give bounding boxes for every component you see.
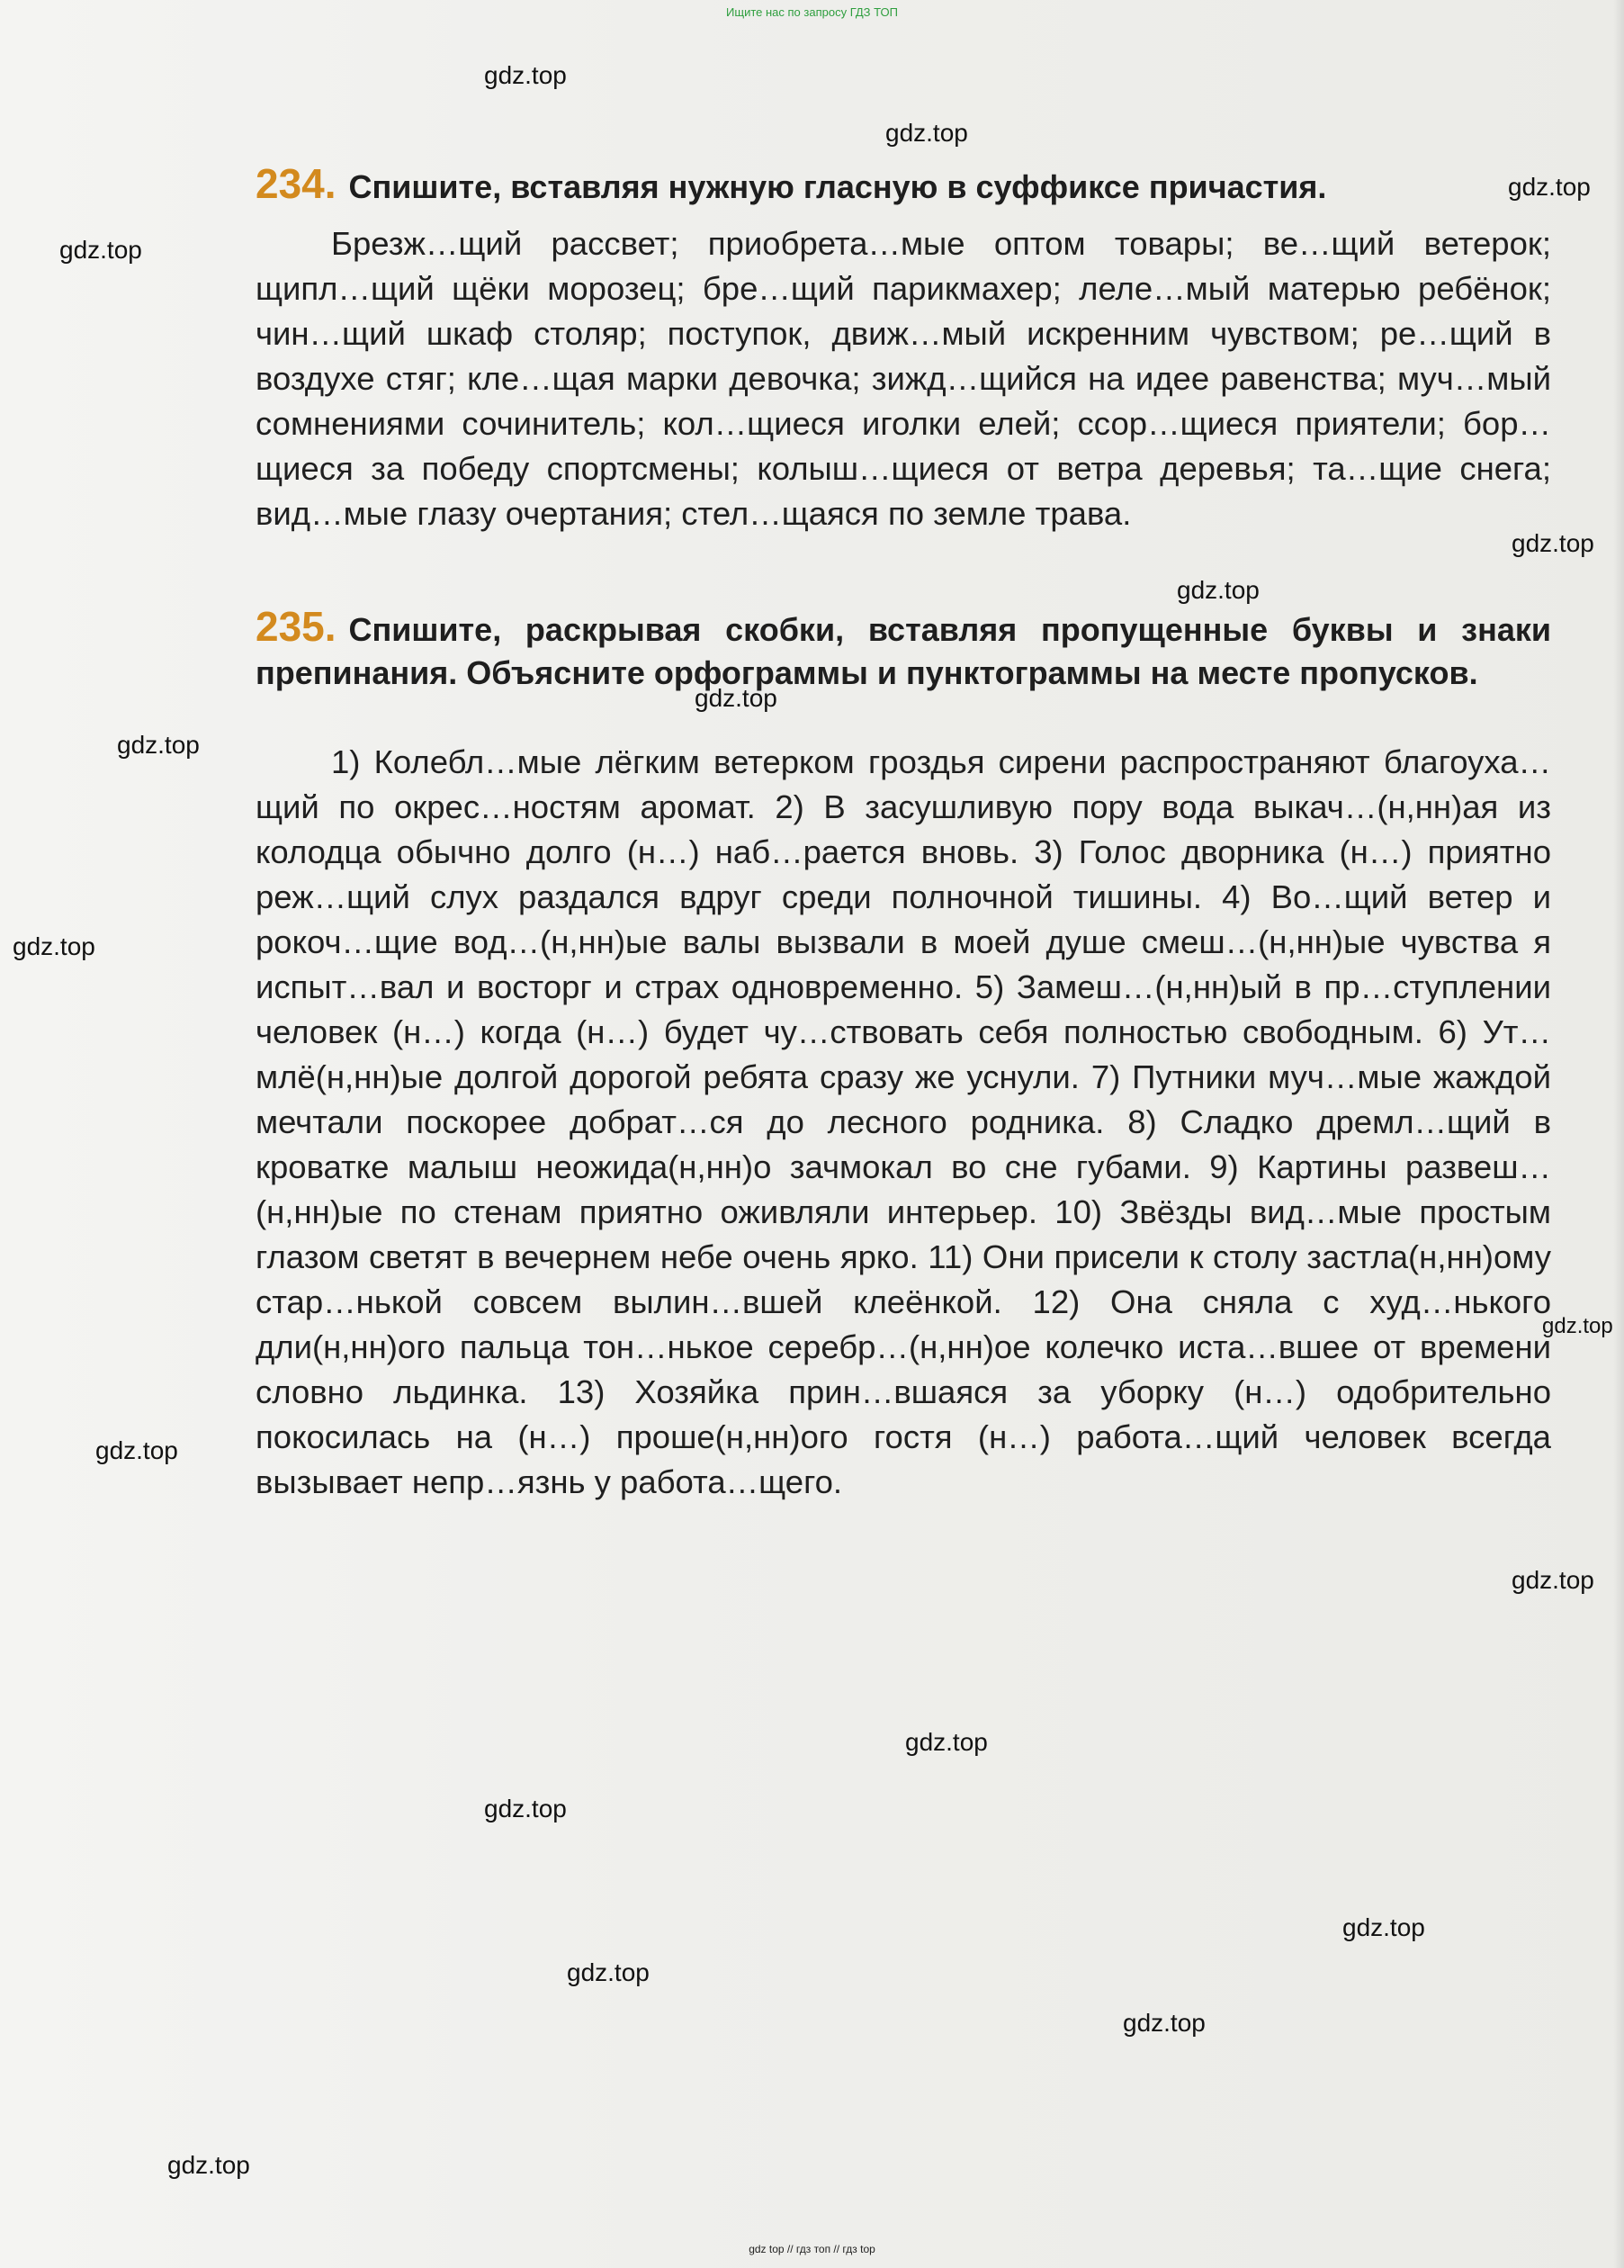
exercise-234-heading xyxy=(256,162,1551,209)
watermark: gdz.top xyxy=(1512,1566,1594,1594)
watermark: gdz.top xyxy=(567,1958,650,1986)
watermark: gdz.top xyxy=(1508,173,1591,201)
watermark: gdz.top xyxy=(167,2151,250,2179)
watermark: gdz.top xyxy=(484,1795,567,1822)
exercise-number: 235. xyxy=(256,603,336,650)
watermark: gdz.top xyxy=(885,119,968,147)
watermark: gdz.top xyxy=(1177,576,1260,604)
watermark: gdz.top xyxy=(1512,529,1594,557)
watermark: gdz.top xyxy=(1123,2009,1206,2037)
watermark: gdz.top xyxy=(95,1436,178,1464)
exercise-task: Спишите, вставляя нужную гласную в суффиксе причастия. xyxy=(348,168,1327,205)
watermark: gdz.top xyxy=(1542,1314,1613,1338)
footer-links[interactable]: gdz top // гдз топ // гдз top xyxy=(749,2243,875,2255)
watermark: gdz.top xyxy=(13,932,95,960)
exercise-number: 234. xyxy=(256,160,336,207)
watermark: gdz.top xyxy=(59,236,142,264)
exercise-234-text: Брезж…щий рассвет; приобрета…мые оптом товары; ве…щий ветерок; щипл…щий щёки морозец; бре…щий парикмахер; леле…мый матерью ребёнок; чин…щий шкаф столяр; поступок, движ…мый искренним чувством; ре…щий в воздухе стяг; кле…щая марки девочка; зижд…щийся на идее равенства; муч…мый сомнениями сочинитель; кол…щиеся иголки елей; ссор…щиеся приятели; бор…щиеся за победу спортсмены; колыш…щиеся от ветра деревья; та…щие снега; вид…мые глазу очертания; стел…щаяся по земле трава. xyxy=(256,225,1551,532)
exercise-235-text: 1) Колебл…мые лёгким ветерком гроздья сирени распространяют благоуха…щий по окрес…ностям аромат. 2) В засушливую пору вода выкач…(н,нн)ая из колодца обычно долго (н…) наб…рается вновь. 3) Голос дворника (н…) приятно реж…щий слух раздался вдруг среди полночной тишины. 4) Во…щий ветер и рокоч…щие вод…(н,нн)ые валы вызвали в моей душе смеш…(н,нн)ые чувства я испыт…вал и восторг и страх одновременно. 5) Замеш…(н,нн)ый в пр…ступлении человек (н…) когда (н…) будет чу…ствовать себя полностью свободным. 6) Ут…млё(н,нн)ые долгой дорогой ребята сразу же уснули. 7) Путники муч…мые жаждой мечтали поскорее добрат…ся до лесного родника. 8) Сладко дремл…щий в кроватке малыш неожида(н,нн)о зачмокал во сне губами. 9) Картины развеш…(н,нн)ые по стенам приятно оживляли интерьер. 10) Звёзды вид…мые простым глазом светят в вечернем небе очень ярко. 11) Они присели к столу застла(н,нн)ому стар…нькой совсем вылин…вшей клеёнкой. 12) Она сняла с худ…нького дли(н,нн)ого пальца тон…нькое серебр…(н,нн)ое колечко иста…вшее от времени словно льдинка. 13) Хозяйка прин…вшаяся за уборку (н…) одобрительно покосилась на (н…) проше(н,нн)ого гостя (н…) работа…щий человек всегда вызывает непр…язнь у работа…щего. xyxy=(256,743,1551,1500)
exercise-235-heading xyxy=(256,605,1551,695)
watermark: gdz.top xyxy=(117,731,200,759)
exercise-task: Спишите, раскрывая скобки, вставляя пропущенные буквы и знаки препинания. Объясните орфограммы и пунктограммы на месте пропусков. xyxy=(256,611,1551,691)
watermark: gdz.top xyxy=(484,61,567,89)
watermark: gdz.top xyxy=(695,684,777,712)
watermark: gdz.top xyxy=(905,1728,988,1756)
watermark: gdz.top xyxy=(1342,1913,1425,1941)
top-banner[interactable]: Ищите нас по запросу ГДЗ ТОП xyxy=(726,5,898,19)
